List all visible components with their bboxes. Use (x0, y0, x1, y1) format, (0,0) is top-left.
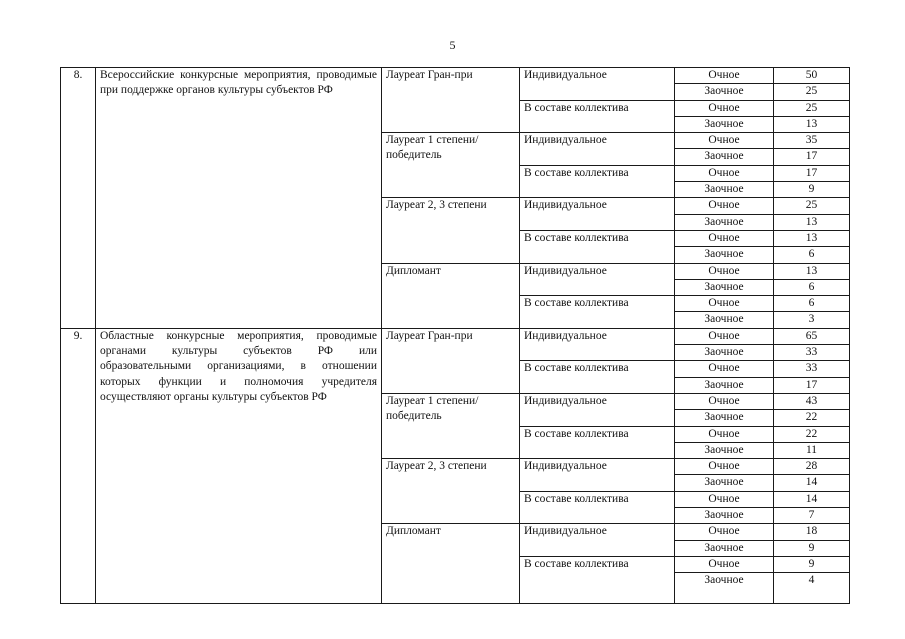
participation-type: Индивидуальное (520, 198, 675, 231)
score-value: 35 (774, 133, 850, 149)
participation-form: Заочное (675, 247, 774, 263)
award-level: Лауреат 2, 3 степени (382, 198, 520, 263)
participation-form: Очное (675, 524, 774, 540)
participation-form: Очное (675, 426, 774, 442)
section-description: Всероссийские конкурсные мероприятия, проводимые при поддержке органов культуры субъектов РФ (96, 68, 382, 329)
participation-form: Заочное (675, 573, 774, 604)
score-value: 14 (774, 491, 850, 507)
participation-form: Заочное (675, 345, 774, 361)
score-value: 9 (774, 182, 850, 198)
score-value: 3 (774, 312, 850, 328)
score-value: 33 (774, 345, 850, 361)
score-value: 25 (774, 84, 850, 100)
participation-form: Очное (675, 459, 774, 475)
participation-form: Заочное (675, 84, 774, 100)
award-level: Лауреат 1 степени/ победитель (382, 393, 520, 458)
participation-type: Индивидуальное (520, 459, 675, 492)
score-value: 6 (774, 247, 850, 263)
participation-form: Заочное (675, 312, 774, 328)
participation-form: Очное (675, 230, 774, 246)
score-value: 22 (774, 426, 850, 442)
participation-form: Заочное (675, 182, 774, 198)
participation-form: Заочное (675, 214, 774, 230)
participation-type: В составе коллектива (520, 165, 675, 198)
award-level: Лауреат Гран-при (382, 328, 520, 393)
participation-type: В составе коллектива (520, 361, 675, 394)
participation-form: Заочное (675, 377, 774, 393)
award-level: Лауреат 1 степени/ победитель (382, 133, 520, 198)
score-value: 13 (774, 263, 850, 279)
section-number: 9. (61, 328, 96, 603)
score-value: 7 (774, 508, 850, 524)
section-description: Областные конкурсные мероприятия, проводимые органами культуры субъектов РФ или образовательными организациями, в отношении которых функции и полномочия учредителя осуществляют органы культуры субъектов РФ (96, 328, 382, 603)
score-value: 9 (774, 540, 850, 556)
score-value: 50 (774, 68, 850, 84)
participation-type: Индивидуальное (520, 263, 675, 296)
participation-form: Очное (675, 263, 774, 279)
score-value: 13 (774, 214, 850, 230)
participation-form: Очное (675, 100, 774, 116)
score-value: 6 (774, 296, 850, 312)
score-value: 14 (774, 475, 850, 491)
participation-form: Очное (675, 556, 774, 572)
participation-form: Очное (675, 328, 774, 344)
participation-form: Очное (675, 491, 774, 507)
score-value: 25 (774, 198, 850, 214)
score-value: 17 (774, 377, 850, 393)
score-value: 28 (774, 459, 850, 475)
participation-type: В составе коллектива (520, 296, 675, 329)
score-value: 22 (774, 410, 850, 426)
score-value: 6 (774, 279, 850, 295)
award-level: Лауреат Гран-при (382, 68, 520, 133)
participation-form: Заочное (675, 475, 774, 491)
participation-form: Очное (675, 296, 774, 312)
score-value: 25 (774, 100, 850, 116)
participation-form: Заочное (675, 116, 774, 132)
participation-type: В составе коллектива (520, 100, 675, 133)
participation-type: В составе коллектива (520, 556, 675, 603)
score-value: 4 (774, 573, 850, 604)
participation-form: Заочное (675, 149, 774, 165)
participation-form: Заочное (675, 442, 774, 458)
participation-form: Очное (675, 68, 774, 84)
participation-form: Очное (675, 393, 774, 409)
participation-form: Заочное (675, 279, 774, 295)
score-value: 17 (774, 165, 850, 181)
score-value: 65 (774, 328, 850, 344)
score-value: 13 (774, 230, 850, 246)
participation-form: Очное (675, 198, 774, 214)
participation-form: Очное (675, 165, 774, 181)
score-value: 9 (774, 556, 850, 572)
scoring-table (60, 67, 850, 604)
score-value: 13 (774, 116, 850, 132)
participation-type: В составе коллектива (520, 491, 675, 524)
participation-type: Индивидуальное (520, 328, 675, 361)
participation-type: Индивидуальное (520, 393, 675, 426)
score-value: 17 (774, 149, 850, 165)
participation-type: В составе коллектива (520, 230, 675, 263)
page-number: 5 (449, 38, 456, 52)
award-level: Дипломант (382, 263, 520, 328)
score-value: 43 (774, 393, 850, 409)
table-body (61, 68, 850, 604)
table-row (61, 68, 850, 84)
participation-form: Очное (675, 133, 774, 149)
section-number: 8. (61, 68, 96, 329)
score-value: 11 (774, 442, 850, 458)
participation-form: Заочное (675, 410, 774, 426)
participation-type: В составе коллектива (520, 426, 675, 459)
score-value: 33 (774, 361, 850, 377)
participation-type: Индивидуальное (520, 524, 675, 557)
score-value: 18 (774, 524, 850, 540)
participation-form: Очное (675, 361, 774, 377)
participation-type: Индивидуальное (520, 133, 675, 166)
participation-type: Индивидуальное (520, 68, 675, 101)
table-row (61, 328, 850, 344)
participation-form: Заочное (675, 508, 774, 524)
award-level: Дипломант (382, 524, 520, 603)
award-level: Лауреат 2, 3 степени (382, 459, 520, 524)
participation-form: Заочное (675, 540, 774, 556)
